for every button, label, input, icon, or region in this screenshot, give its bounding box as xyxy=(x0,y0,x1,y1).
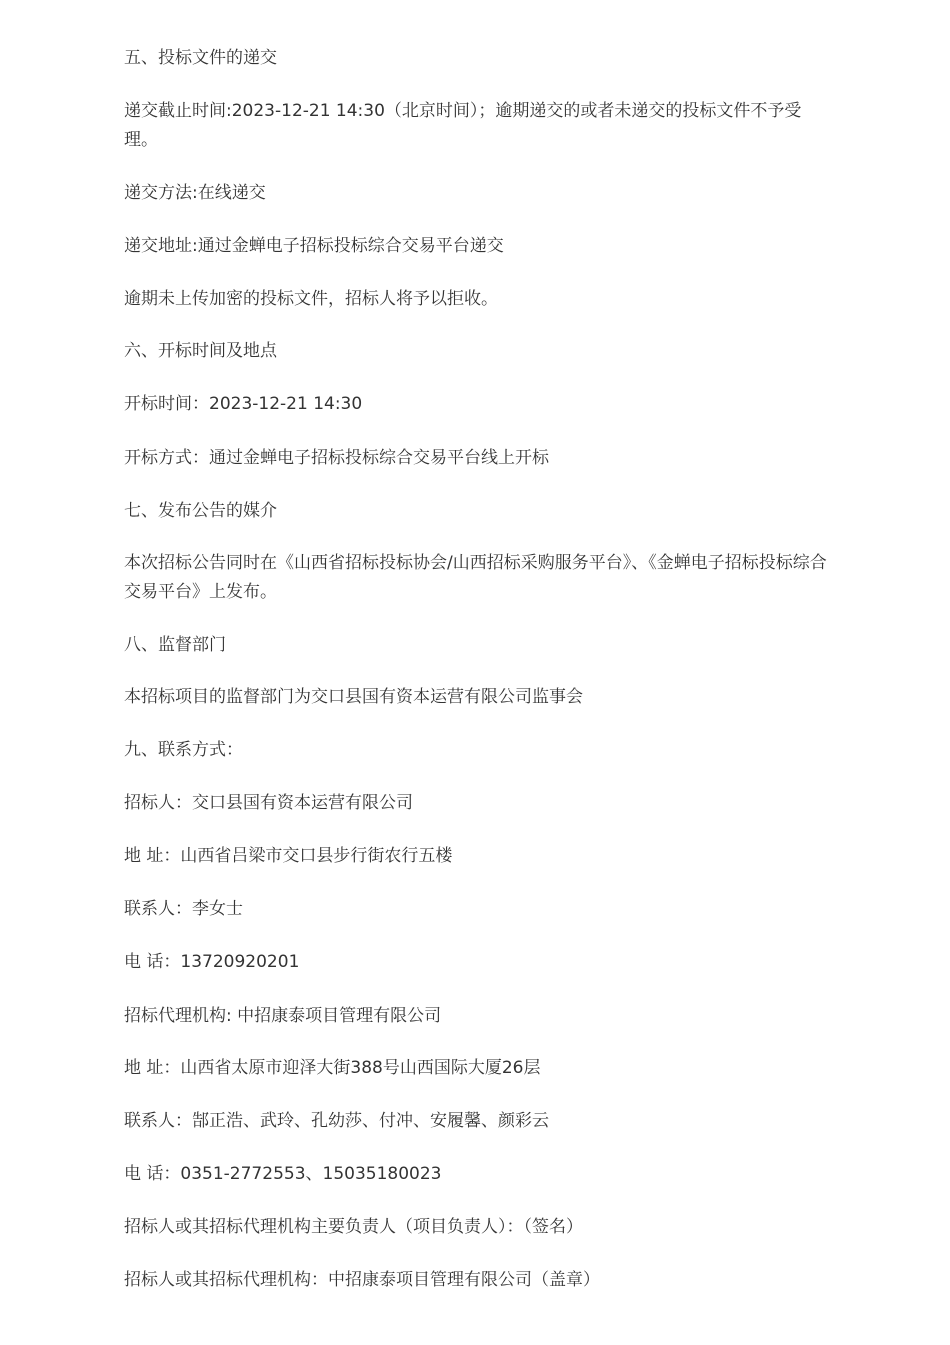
submission-method-text: 递交方法:在线递交 xyxy=(124,183,266,203)
section-heading-media: 七、发布公告的媒介 xyxy=(124,501,277,521)
seal-line: 招标人或其招标代理机构：中招康泰项目管理有限公司（盖章） xyxy=(124,1270,600,1290)
late-upload-notice: 逾期未上传加密的投标文件，招标人将予以拒收。 xyxy=(124,289,498,309)
submission-deadline-text: 递交截止时间:2023-12-21 14:30（北京时间）；逾期递交的或者未递交的投标文件不予受理。 xyxy=(124,101,802,150)
agency-address: 地 址：山西省太原市迎泽大街388号山西国际大厦26层 xyxy=(124,1058,541,1078)
agency-name: 招标代理机构: 中招康泰项目管理有限公司 xyxy=(124,1006,442,1026)
signature-line: 招标人或其招标代理机构主要负责人（项目负责人）：（签名） xyxy=(124,1217,583,1237)
media-publication-text: 本次招标公告同时在《山西省招标投标协会/山西招标采购服务平台》、《金蝉电子招标投标综合交易平台》上发布。 xyxy=(124,553,827,602)
agency-phone: 电 话：0351-2772553、15035180023 xyxy=(124,1164,442,1184)
tenderer-contact-person: 联系人：李女士 xyxy=(124,899,243,919)
section-heading-supervision: 八、监督部门 xyxy=(124,635,226,655)
section-heading-bid-submission: 五、投标文件的递交 xyxy=(124,48,277,68)
submission-address-text: 递交地址:通过金蝉电子招标投标综合交易平台递交 xyxy=(124,236,504,256)
opening-time-text: 开标时间：2023-12-21 14:30 xyxy=(124,394,363,414)
tenderer-phone: 电 话：13720920201 xyxy=(124,952,300,972)
agency-contact-persons: 联系人：郜正浩、武玲、孔幼莎、付冲、安履馨、颜彩云 xyxy=(124,1111,549,1131)
tenderer-address: 地 址：山西省吕梁市交口县步行街农行五楼 xyxy=(124,846,453,866)
supervision-department-text: 本招标项目的监督部门为交口县国有资本运营有限公司监事会 xyxy=(124,687,583,707)
section-heading-contact: 九、联系方式： xyxy=(124,740,243,760)
tenderer-name: 招标人：交口县国有资本运营有限公司 xyxy=(124,793,413,813)
opening-method-text: 开标方式：通过金蝉电子招标投标综合交易平台线上开标 xyxy=(124,448,549,468)
section-heading-opening: 六、开标时间及地点 xyxy=(124,341,277,361)
